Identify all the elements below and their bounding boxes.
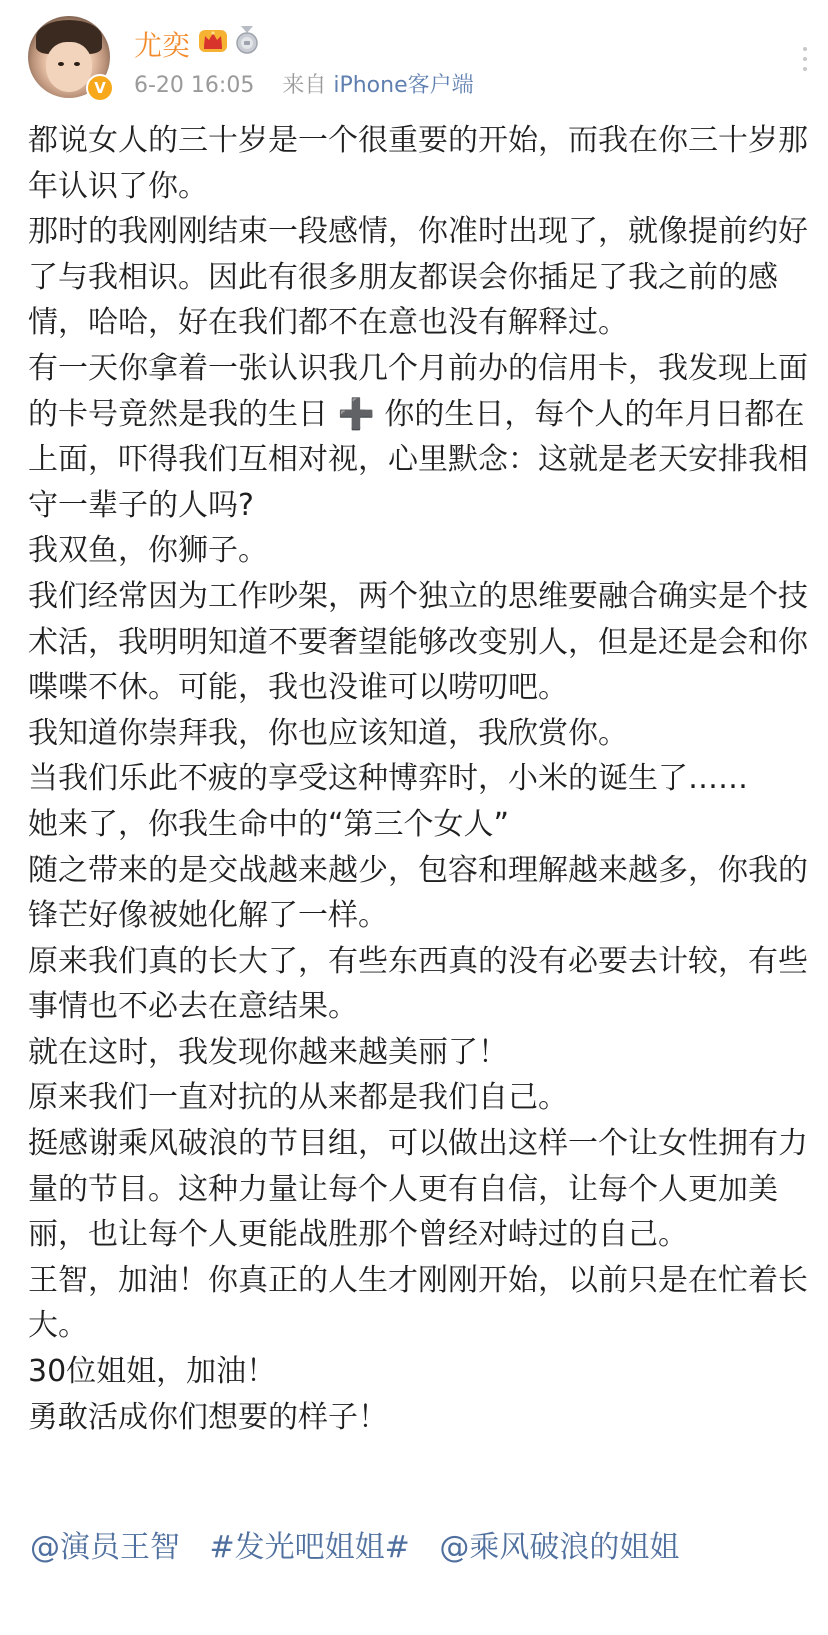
verified-badge-icon: V xyxy=(86,74,114,102)
post-body xyxy=(28,118,808,1440)
post-paragraph: 都说女人的三十岁是一个很重要的开始，而我在你三十岁那年认识了你。 xyxy=(28,123,808,204)
mention-link-show[interactable]: @乘风破浪的姐姐 xyxy=(439,1530,680,1565)
post-timestamp: 6-20 16:05 xyxy=(134,73,255,98)
post-header xyxy=(28,14,808,110)
mention-link-actor[interactable]: @演员王智 xyxy=(30,1530,180,1565)
post-paragraph: 勇敢活成你们想要的样子！ xyxy=(28,1399,388,1435)
post-paragraph: 随之带来的是交战越来越少，包容和理解越来越多，你我的锋芒好像被她化解了一样。 xyxy=(28,852,808,934)
post-paragraph: 王智，加油！你真正的人生才刚刚开始，以前只是在忙着长大。 xyxy=(28,1262,808,1344)
post-paragraph: 她来了，你我生命中的“第三个女人” xyxy=(28,806,510,842)
post-paragraph: 我知道你崇拜我，你也应该知道，我欣赏你。 xyxy=(28,715,628,751)
post-tags xyxy=(30,1522,699,1566)
post-paragraph: 就在这时，我发现你越来越美丽了！ xyxy=(28,1034,508,1070)
post-paragraph: 原来我们一直对抗的从来都是我们自己。 xyxy=(28,1080,568,1116)
source-prefix: 来自 xyxy=(282,73,327,98)
crown-icon[interactable] xyxy=(198,26,228,54)
post-paragraph: 那时的我刚刚结束一段感情，你准时出现了，就像提前约好了与我相识。因此有很多朋友都误会你插足了我之前的感情，哈哈，好在我们都不在意也没有解释过。 xyxy=(28,214,808,341)
avatar-eye-right xyxy=(74,62,80,66)
author-name[interactable]: 尤奕 xyxy=(134,29,191,62)
post-paragraph: 30位姐姐，加油！ xyxy=(28,1354,277,1390)
avatar-face xyxy=(46,42,92,92)
post-paragraph: 有一天你拿着一张认识我几个月前办的信用卡，我发现上面的卡号竟然是我的生日 ➕ 你的生日，每个人的年月日都在上面，吓得我们互相对视，心里默念：这就是老天安排我相守一辈子的人吗? xyxy=(28,350,808,523)
post-paragraph: 当我们乐此不疲的享受这种博弈时，小米的诞生了…… xyxy=(28,761,748,797)
source-client-link[interactable]: iPhone客户端 xyxy=(333,73,474,98)
post-paragraph: 挺感谢乘风破浪的节目组，可以做出这样一个让女性拥有力量的节目。这种力量让每个人更有自信，让每个人更加美丽，也让每个人更能战胜那个曾经对峙过的自己。 xyxy=(28,1126,808,1253)
post-meta xyxy=(134,68,474,99)
post-paragraph: 我们经常因为工作吵架，两个独立的思维要融合确实是个技术活，我明明知道不要奢望能够改变别人，但是还是会和你喋喋不休。可能，我也没谁可以唠叨吧。 xyxy=(28,578,808,706)
avatar-eye-left xyxy=(58,62,64,66)
post-paragraph: 我双鱼，你狮子。 xyxy=(28,533,268,569)
hashtag-link[interactable]: #发光吧姐姐# xyxy=(209,1530,410,1565)
post-paragraph: 原来我们真的长大了，有些东西真的没有必要去计较，有些事情也不必去在意结果。 xyxy=(28,943,808,1025)
more-dots-icon[interactable] xyxy=(802,44,808,74)
level-medal-icon[interactable] xyxy=(234,25,260,55)
